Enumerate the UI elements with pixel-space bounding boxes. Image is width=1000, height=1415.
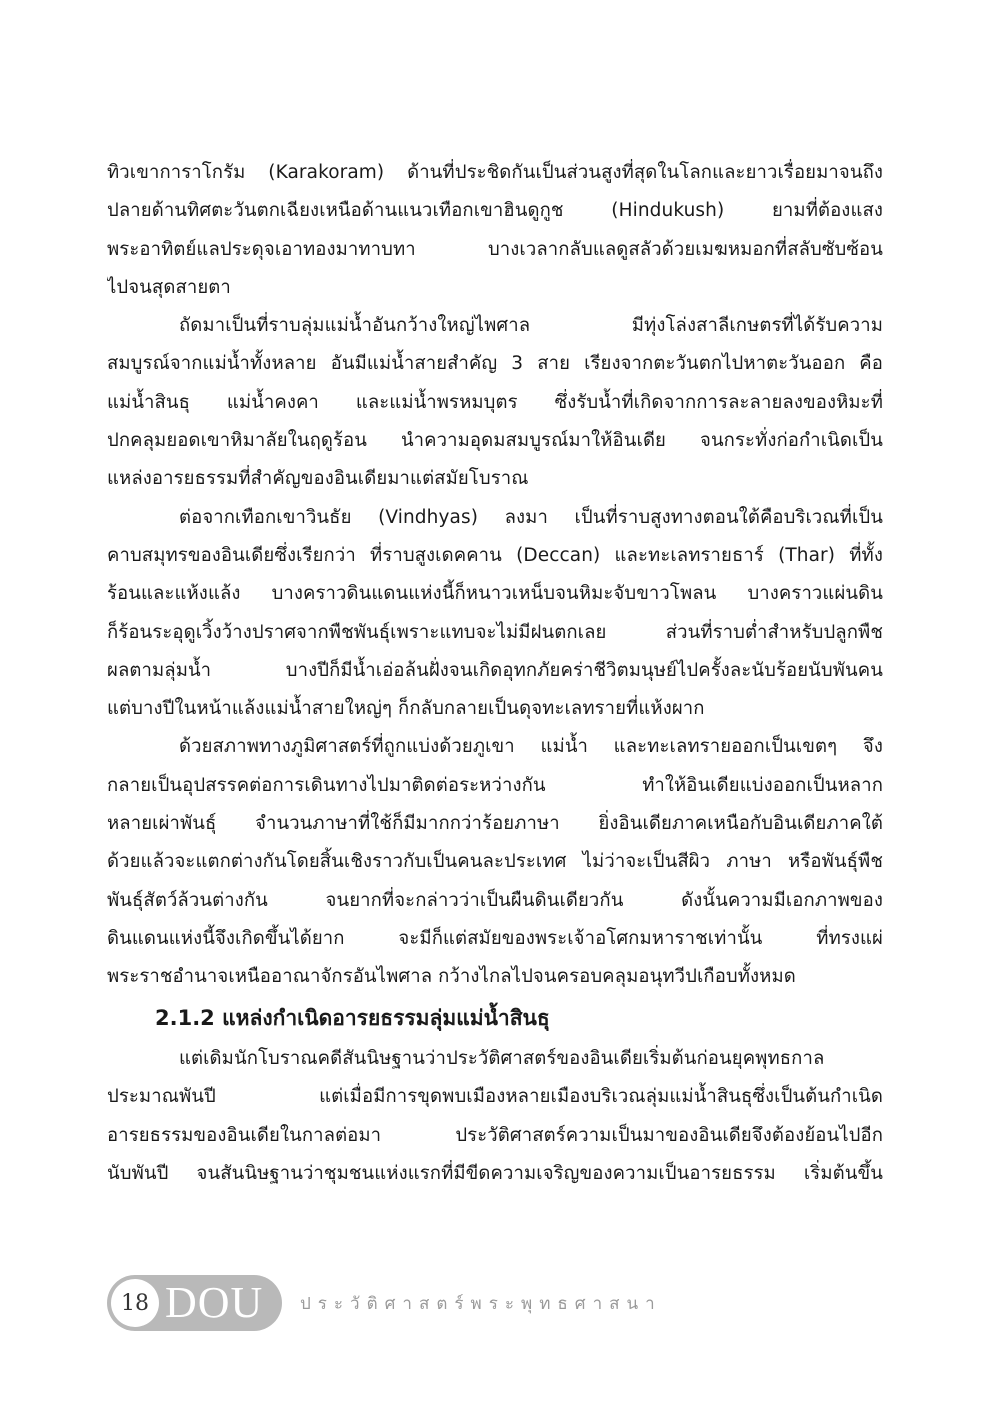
paragraph-line: ประมาณพันปี แต่เมื่อมีการขุดพบเมืองหลายเมืองบริเวณลุ่มแม่น้ำสินธุซึ่งเป็นต้นกำเนิด <box>107 1086 883 1108</box>
paragraph-line: ปลายด้านทิศตะวันตกเฉียงเหนือด้านแนวเทือกเขาฮินดูกูช (Hindukush) ยามที่ต้องแสง <box>107 200 883 222</box>
paragraph-line: กลายเป็นอุปสรรคต่อการเดินทางไปมาติดต่อระหว่างกัน ทำให้อินเดียแบ่งออกเป็นหลาก <box>107 774 883 796</box>
paragraph-line: สมบูรณ์จากแม่น้ำทั้งหลาย อันมีแม่น้ำสายสำคัญ 3 สาย เรียงจากตะวันตกไปหาตะวันออก คือ <box>107 353 883 375</box>
dou-logo: DOU <box>165 1278 264 1327</box>
section-text <box>107 1040 883 1193</box>
paragraph-4 <box>107 728 883 996</box>
paragraph-line: ผลตามลุ่มน้ำ บางปีก็มีน้ำเอ่อล้นฝั่งจนเกิดอุทกภัยคร่าชีวิตมนุษย์ไปครั้งละนับร้อยนับพันคน <box>107 659 883 681</box>
paragraph-line: นับพันปี จนสันนิษฐานว่าชุมชนแห่งแรกที่มีขีดความเจริญของความเป็นอารยธรรม เริ่มต้นขึ้น <box>107 1162 883 1184</box>
section-paragraph <box>107 1040 883 1193</box>
section-heading: 2.1.2 แหล่งกำเนิดอารยธรรมลุ่มแม่น้ำสินธุ <box>155 1006 550 1030</box>
page-footer <box>107 1275 662 1331</box>
paragraph-line: ร้อนและแห้งแล้ง บางคราวดินแดนแห่งนี้ก็หนาวเหน็บจนหิมะจับขาวโพลน บางคราวแผ่นดิน <box>107 583 883 605</box>
paragraph-line: ด้วยสภาพทางภูมิศาสตร์ที่ถูกแบ่งด้วยภูเขา แม่น้ำ และทะเลทรายออกเป็นเขตๆ จึง <box>179 736 883 758</box>
paragraph-line: ก็ร้อนระอุดูเวิ้งว้างปราศจากพืชพันธุ์เพราะแทบจะไม่มีฝนตกเลย ส่วนที่ราบต่ำสำหรับปลูกพืช <box>107 621 883 643</box>
paragraph-line: แม่น้ำสินธุ แม่น้ำคงคา และแม่น้ำพรหมบุตร ซึ่งรับน้ำที่เกิดจากการละลายลงของหิมะที่ <box>107 391 883 413</box>
paragraph-line: พระราชอำนาจเหนืออาณาจักรอันไพศาล กว้างไกลไปจนครอบคลุมอนุทวีปเกือบทั้งหมด <box>107 966 796 988</box>
paragraph-line: ปกคลุมยอดเขาหิมาลัยในฤดูร้อน นำความอุดมสมบูรณ์มาให้อินเดีย จนกระทั่งก่อกำเนิดเป็น <box>107 430 883 452</box>
paragraph-line: ไปจนสุดสายตา <box>107 276 231 298</box>
paragraph-line: คาบสมุทรของอินเดียซึ่งเรียกว่า ที่ราบสูงเดคคาน (Deccan) และทะเลทรายธาร์ (Thar) ที่ทั้ง <box>107 544 883 566</box>
paragraph-line: ด้วยแล้วจะแตกต่างกันโดยสิ้นเชิงราวกับเป็นคนละประเทศ ไม่ว่าจะเป็นสีผิว ภาษา หรือพันธุ์พืช <box>107 851 883 873</box>
book-title: ประวัติศาสตร์พระพุทธศาสนา <box>300 1293 662 1314</box>
paragraph-3 <box>107 499 883 729</box>
paragraph-line: ต่อจากเทือกเขาวินธัย (Vindhyas) ลงมา เป็นที่ราบสูงทางตอนใต้คือบริเวณที่เป็น <box>179 506 883 528</box>
paragraph-line: ถัดมาเป็นที่ราบลุ่มแม่น้ำอันกว้างใหญ่ไพศาล มีทุ่งโล่งสาลีเกษตรที่ได้รับความ <box>179 315 883 337</box>
paragraph-line: แต่บางปีในหน้าแล้งแม่น้ำสายใหญ่ๆ ก็กลับกลายเป็นดุจทะเลทรายที่แห้งผาก <box>107 698 705 720</box>
paragraph-line: ดินแดนแห่งนี้จึงเกิดขึ้นได้ยาก จะมีก็แต่สมัยของพระเจ้าอโศกมหาราชเท่านั้น ที่ทรงแผ่ <box>107 927 883 949</box>
main-text <box>107 154 883 997</box>
page-badge <box>107 1275 282 1331</box>
paragraph-1 <box>107 154 883 307</box>
paragraph-line: พันธุ์สัตว์ล้วนต่างกัน จนยากที่จะกล่าวว่าเป็นผืนดินเดียวกัน ดังนั้นความมีเอกภาพของ <box>107 889 883 911</box>
paragraph-line: พระอาทิตย์แลประดุจเอาทองมาทาบทา บางเวลากลับแลดูสลัวด้วยเมฆหมอกที่สลับซับซ้อน <box>107 238 883 260</box>
paragraph-line: ทิวเขาการาโกรัม (Karakoram) ด้านที่ประชิดกันเป็นส่วนสูงที่สุดในโลกและยาวเรื่อยมาจนถึง <box>107 162 883 183</box>
page-number: 18 <box>111 1279 159 1327</box>
paragraph-line: อารยธรรมของอินเดียในกาลต่อมา ประวัติศาสตร์ความเป็นมาของอินเดียจึงต้องย้อนไปอีก <box>107 1124 883 1146</box>
paragraph-line: หลายเผ่าพันธุ์ จำนวนภาษาที่ใช้ก็มีมากกว่าร้อยภาษา ยิ่งอินเดียภาคเหนือกับอินเดียภาคใต้ <box>107 813 883 835</box>
paragraph-2 <box>107 307 883 498</box>
paragraph-line: แต่เดิมนักโบราณคดีสันนิษฐานว่าประวัติศาสตร์ของอินเดียเริ่มต้นก่อนยุคพุทธกาล <box>179 1048 825 1069</box>
paragraph-line: แหล่งอารยธรรมที่สำคัญของอินเดียมาแต่สมัยโบราณ <box>107 468 529 490</box>
